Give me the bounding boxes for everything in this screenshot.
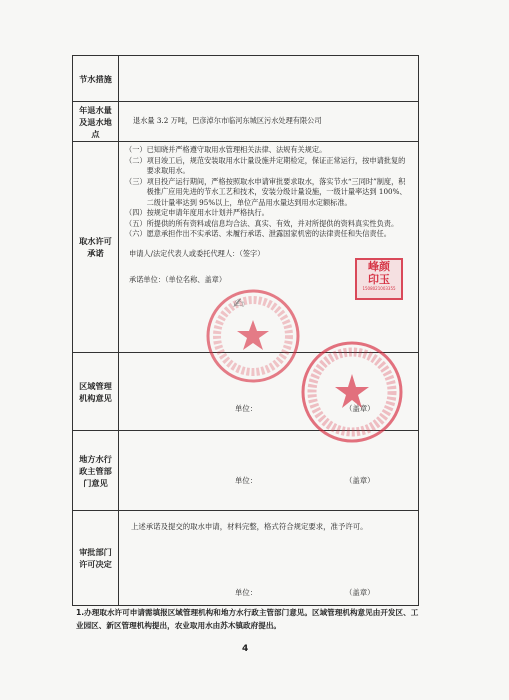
local-seal-hint: （盖章） <box>345 475 375 485</box>
water-saving-content <box>119 56 419 102</box>
commitment-unit-line: 承诺单位：（单位名称、盖章） <box>129 275 227 284</box>
approval-text: 上述承诺及提交的取水申请，材料完整，格式符合规定要求，准予许可。 <box>131 521 368 531</box>
authority-stamp <box>300 340 404 444</box>
label-local: 地方水行 政主管部 门意见 <box>73 431 119 511</box>
page-number: 4 <box>242 644 249 654</box>
commitment-item-1: （一） 已知晓并严格遵守取用水管理相关法律、法规有关规定。 <box>125 145 327 154</box>
commitment-item-4: （四） 按规定申请年度用水计划并严格执行。 <box>125 208 269 217</box>
signer-line: 申请人/法定代表人或委托代理人：（签字） <box>129 248 265 258</box>
approval-seal-hint: （盖章） <box>345 587 375 597</box>
commitment-item-2: （二） 项目竣工后，规范安装取用水计量设施并定期检定，保证正常运行，按申请批复的要求取用水。 <box>125 155 406 175</box>
label-commitment: 取水许可 承诺 <box>73 142 119 353</box>
row-drainage <box>73 102 419 142</box>
label-approval: 审批部门 许可决定 <box>73 511 119 606</box>
commitment-item-3: （三） 项目投产运行期间，严格按照取水申请审批要求取水，落实节水“三同时”制度，积极推广应用先进的节水工艺和技术，安装分级计量设施，一级计量率达到 100%、二级计量率达到 95%以上，单位产品用水量达到用水定额标准。 <box>125 176 407 207</box>
local-unit-label: 单位： <box>235 475 258 485</box>
company-stamp-graphic <box>205 288 301 384</box>
label-drainage: 年退水量 及退水地 点 <box>73 102 119 142</box>
approval-unit-label: 单位： <box>235 587 258 597</box>
drainage-content: 退水量 3.2 万吨，巴彦淖尔市临河东城区污水处理有限公司 <box>119 102 419 142</box>
company-stamp <box>205 288 301 384</box>
row-approval <box>73 511 419 606</box>
label-water-saving: 节水措施 <box>73 56 119 102</box>
district-seal-hint: （盖章） <box>345 403 375 413</box>
row-water-saving <box>73 56 419 102</box>
district-unit-label: 单位： <box>235 403 258 413</box>
commitment-item-6: （六） 愿意承担作出不实承诺、未履行承诺、泄露国家机密的法律责任和失信责任。 <box>125 229 391 238</box>
signature-mark: ✍ <box>233 296 245 312</box>
footnote: 1.办理取水许可申请需填报区域管理机构和地方水行政主管部门意见。区域管理机构意见由开发区、工业园区、新区管理机构提出，农业取用水由苏木镇政府提出。 <box>76 608 419 630</box>
commitment-item-5: （五） 所提供的所有资料或信息均合法、真实、有效，并对所提供的资料真实性负责。 <box>125 218 399 228</box>
authority-stamp-graphic <box>300 340 404 444</box>
label-district: 区域管理 机构意见 <box>73 353 119 431</box>
personal-seal: 峰颜 印玉 1508021003355 <box>355 258 403 300</box>
approval-content <box>119 511 419 606</box>
